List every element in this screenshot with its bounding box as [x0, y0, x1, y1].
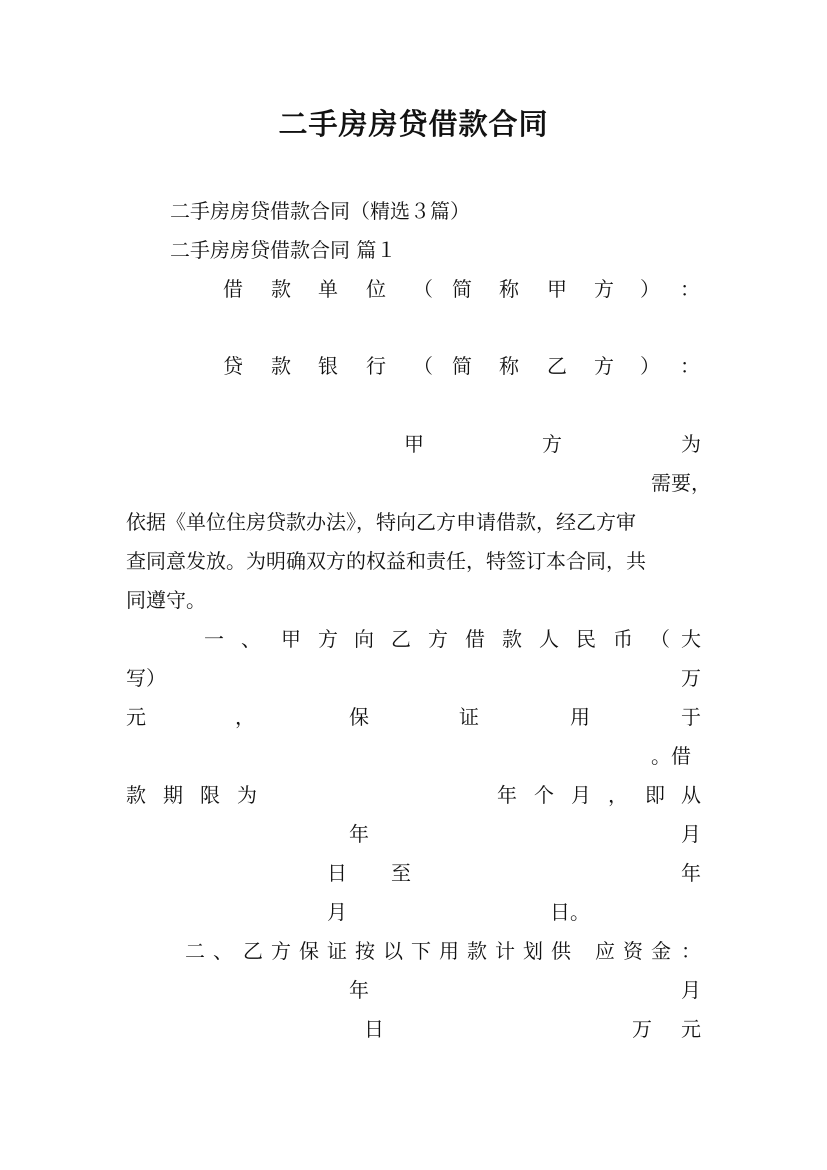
date-day-end: 日。 — [550, 900, 590, 924]
bank-char: 款 — [271, 354, 291, 378]
date-year: 年 — [349, 822, 369, 846]
clause-1-write: 写） — [126, 666, 166, 690]
lender-char: ） — [640, 277, 660, 301]
lender-char: 位 — [366, 277, 386, 301]
clause-2-char: 计 — [495, 939, 515, 963]
term-char: 期 — [163, 783, 183, 807]
lender-char: 款 — [271, 277, 291, 301]
document-subtitle: 二手房房贷借款合同（精选３篇） — [170, 199, 470, 223]
clause-1-purpose-char: 于 — [681, 705, 701, 729]
clause-1-char: 人 — [539, 627, 559, 651]
clause-2-char: 按 — [355, 939, 375, 963]
need-text: 需要， — [651, 471, 711, 495]
lender-char: 单 — [318, 277, 338, 301]
date-month: 月 — [681, 822, 701, 846]
term-char: 从 — [681, 783, 701, 807]
bank-char: 银 — [318, 354, 338, 378]
date-month: 月 — [327, 900, 347, 924]
paragraph-line: 依据《单位住房贷款办法》，特向乙方申请借款，经乙方审 — [126, 510, 636, 534]
clause-1-char: 、 — [241, 627, 261, 651]
bank-char: 称 — [499, 354, 519, 378]
clause-1-period-end: 。借 — [651, 744, 691, 768]
clause-1-char: 大 — [681, 627, 701, 651]
date-month: 月 — [681, 978, 701, 1002]
term-char: 为 — [237, 783, 257, 807]
term-char: 款 — [126, 783, 146, 807]
clause-1-char: 乙 — [391, 627, 411, 651]
clause-1-char: 向 — [354, 627, 374, 651]
purpose-char: 甲 — [404, 432, 424, 456]
clause-2-char: 应 — [595, 939, 615, 963]
bank-char: 贷 — [223, 354, 243, 378]
clause-2-char: 供 — [551, 939, 571, 963]
bank-char: ） — [640, 354, 660, 378]
clause-1-char: 方 — [318, 627, 338, 651]
bank-char: ： — [680, 354, 700, 378]
lender-char: （ — [413, 277, 433, 301]
clause-1-wan: 万 — [681, 666, 701, 690]
amount-yuan: 元 — [681, 1017, 701, 1041]
date-year: 年 — [681, 861, 701, 885]
clause-1-char: 借 — [465, 627, 485, 651]
bank-char: 乙 — [547, 354, 567, 378]
clause-2-char: 划 — [523, 939, 543, 963]
clause-2-char: 用 — [439, 939, 459, 963]
date-day: 日 — [327, 861, 347, 885]
clause-2-char: 二 — [185, 939, 205, 963]
lender-char: 称 — [499, 277, 519, 301]
clause-1-char: 一 — [204, 627, 224, 651]
clause-1-char: 方 — [428, 627, 448, 651]
date-to: 至 — [391, 861, 411, 885]
clause-1-char: 款 — [502, 627, 522, 651]
clause-1-purpose-char: 保 — [349, 705, 369, 729]
lender-char: 简 — [452, 277, 472, 301]
clause-2-char: 下 — [411, 939, 431, 963]
lender-char: 借 — [223, 277, 243, 301]
clause-2-char: 方 — [271, 939, 291, 963]
clause-2-char: 证 — [327, 939, 347, 963]
bank-char: （ — [413, 354, 433, 378]
amount-wan: 万 — [632, 1017, 652, 1041]
purpose-char: 为 — [681, 432, 701, 456]
clause-2-char: 、 — [213, 939, 233, 963]
lender-char: 方 — [594, 277, 614, 301]
clause-2-char: 乙 — [243, 939, 263, 963]
purpose-char: 方 — [542, 432, 562, 456]
bank-char: 行 — [366, 354, 386, 378]
clause-2-char: ： — [681, 939, 701, 963]
term-char: 个 — [534, 783, 554, 807]
clause-1-char: （ — [650, 627, 670, 651]
term-char: 即 — [645, 783, 665, 807]
lender-char: ： — [680, 277, 700, 301]
section-heading: 二手房房贷借款合同 篇１ — [170, 238, 397, 262]
term-char: 限 — [200, 783, 220, 807]
clause-1-purpose-char: 元 — [126, 705, 146, 729]
clause-2-char: 以 — [383, 939, 403, 963]
document-title: 二手房房贷借款合同 — [278, 107, 549, 141]
lender-char: 甲 — [547, 277, 567, 301]
clause-2-char: 金 — [651, 939, 671, 963]
clause-1-char: 民 — [576, 627, 596, 651]
bank-char: 简 — [452, 354, 472, 378]
clause-1-purpose-char: 用 — [570, 705, 590, 729]
clause-1-char: 币 — [613, 627, 633, 651]
paragraph-line: 同遵守。 — [126, 588, 206, 612]
paragraph-line: 查同意发放。为明确双方的权益和责任，特签订本合同，共 — [126, 549, 646, 573]
term-char: 年 — [497, 783, 517, 807]
date-day: 日 — [364, 1017, 384, 1041]
date-year: 年 — [349, 978, 369, 1002]
clause-1-char: 甲 — [281, 627, 301, 651]
clause-1-purpose-char: 证 — [459, 705, 479, 729]
bank-char: 方 — [594, 354, 614, 378]
term-char: ， — [608, 783, 628, 807]
clause-2-char: 保 — [299, 939, 319, 963]
clause-1-purpose-char: ， — [235, 705, 255, 729]
clause-2-char: 资 — [623, 939, 643, 963]
term-char: 月 — [571, 783, 591, 807]
clause-2-char: 款 — [467, 939, 487, 963]
